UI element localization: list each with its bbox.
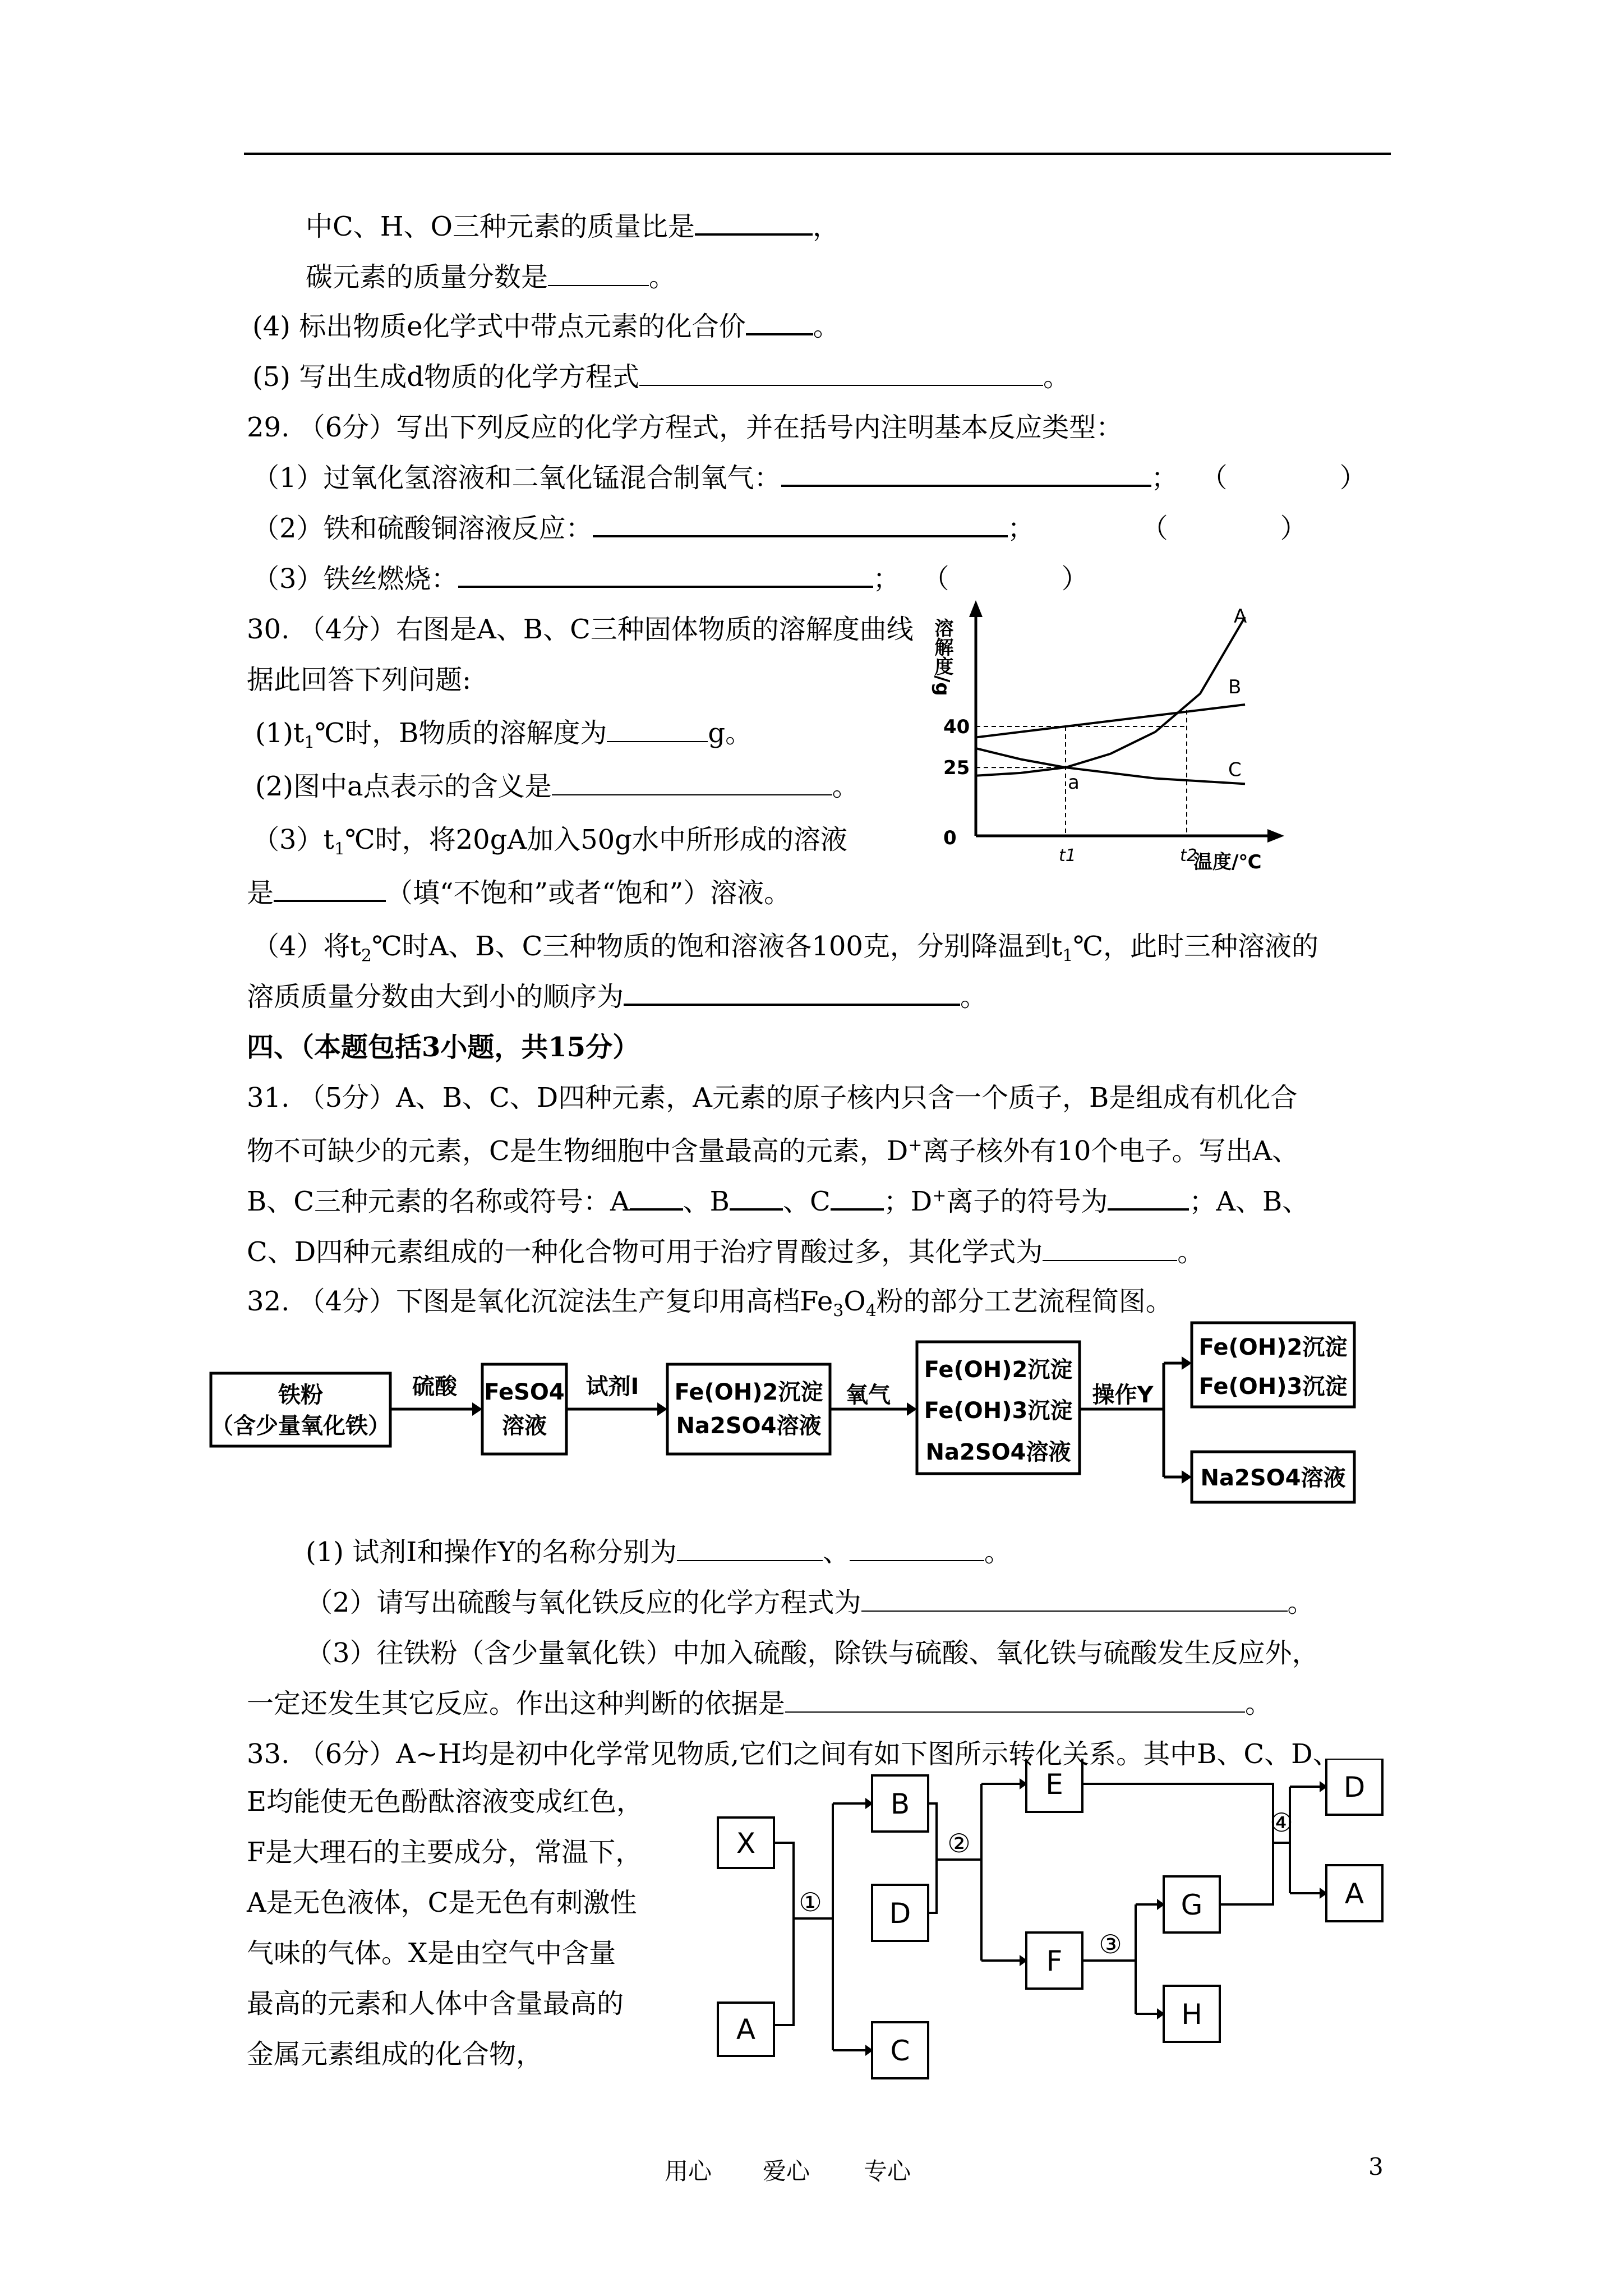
step3-label: ③ — [1099, 1929, 1122, 1959]
reaction-diagram — [707, 1759, 1413, 2106]
answer-blank[interactable] — [274, 875, 386, 902]
box2-line1: FeSO4 — [484, 1379, 565, 1405]
label-b: B — [890, 1788, 910, 1820]
text: 、C — [782, 1186, 831, 1217]
box2-line2: 溶液 — [502, 1413, 547, 1439]
process-flow-diagram — [208, 1318, 1374, 1520]
text: 、 — [822, 1536, 850, 1568]
paren-open: （ — [1141, 513, 1168, 544]
q28-carbon-line — [306, 259, 676, 295]
subscript: 3 — [833, 1301, 844, 1321]
series-C-label: C — [1228, 758, 1242, 781]
q33-description-line: 金属元素组成的化合物， — [247, 2039, 543, 2070]
label-h: H — [1181, 1998, 1202, 2031]
x-axis-label: 温度/℃ — [1193, 851, 1262, 873]
label-d-mid: D — [889, 1897, 911, 1930]
label-e: E — [1045, 1768, 1063, 1801]
punct: ； — [1007, 513, 1035, 544]
text: 。 — [832, 771, 859, 802]
subscript: 1 — [304, 733, 315, 753]
answer-blank[interactable] — [861, 1586, 1288, 1612]
q29-item2-text: （2）铁和硫酸铜溶液反应： — [252, 513, 593, 544]
q29-item1 — [252, 460, 1367, 496]
paren-open: （ — [922, 563, 949, 595]
box4-line3: Na2SO4溶液 — [925, 1439, 1071, 1465]
q28-mass-ratio-text: 中C、H、O三种元素的质量比是 — [306, 211, 695, 242]
box4-line1: Fe(OH)2沉淀 — [924, 1357, 1073, 1383]
punct: ， — [812, 211, 840, 242]
answer-blank[interactable] — [677, 1535, 823, 1561]
point-a-label: a — [1068, 771, 1080, 794]
text: O — [843, 1286, 866, 1317]
answer-blank[interactable] — [552, 770, 832, 795]
answer-blank[interactable] — [730, 1184, 783, 1211]
q28-mass-ratio-line — [306, 209, 840, 245]
text: C、D四种元素组成的一种化合物可用于治疗胃酸过多，其化学式为 — [247, 1236, 1043, 1268]
box-feoh2-precipitate — [667, 1364, 830, 1454]
q32-stem — [247, 1283, 1173, 1319]
text: 。 — [984, 1536, 1011, 1568]
q28-item5 — [252, 359, 1070, 395]
step4-label: ④ — [1270, 1807, 1293, 1838]
box5-line1: Fe(OH)2沉淀 — [1198, 1335, 1348, 1360]
q28-item5-text: (5) 写出生成d物质的化学方程式 — [252, 361, 639, 393]
text: ℃时A、B、C三种物质的饱和溶液各100克，分别降温到t — [371, 931, 1063, 962]
chart-series — [943, 605, 1247, 866]
q29-item2 — [252, 510, 1307, 546]
q28-item4 — [252, 309, 840, 344]
text: (2)图中a点表示的含义是 — [255, 771, 552, 802]
text: 。 — [960, 981, 988, 1013]
page-number: 3 — [1368, 2153, 1384, 2180]
box-feso4 — [482, 1364, 566, 1454]
text: ℃时，B物质的溶解度为 — [315, 717, 607, 749]
subscript: 1 — [334, 839, 345, 859]
footer-slogan-1: 用心 — [665, 2157, 712, 2185]
text: B、C三种元素的名称或符号：A — [247, 1186, 630, 1217]
y-tick-label: 40 — [943, 716, 970, 738]
box6-label: Na2SO4溶液 — [1200, 1465, 1346, 1491]
paren-close: ） — [1061, 563, 1089, 595]
box1-line1: 铁粉 — [278, 1382, 323, 1408]
q30-item2 — [255, 769, 859, 804]
x-tick-label: t2 — [1180, 846, 1197, 866]
text: 。 — [1177, 1236, 1205, 1268]
label-a-left: A — [736, 2013, 756, 2046]
arrow-right-icon — [907, 1402, 917, 1416]
q31-line3 — [247, 1184, 1309, 1220]
punct: 。 — [813, 311, 840, 342]
text: ；A、B、 — [1189, 1186, 1310, 1217]
text: ；D — [883, 1186, 933, 1217]
punct: 。 — [649, 261, 676, 293]
arrow3-label: 氧气 — [846, 1382, 891, 1408]
q33-description-line: 最高的元素和人体中含量最高的 — [247, 1988, 624, 2019]
answer-blank[interactable] — [1108, 1184, 1189, 1211]
text: 、B — [683, 1186, 730, 1217]
footer-slogan-3: 专心 — [864, 2157, 911, 2185]
q30-item1 — [255, 715, 752, 751]
footer-slogan-2: 爱心 — [763, 2157, 810, 2185]
header-rule — [244, 153, 1391, 155]
text: 离子核外有10个电子。写出A、 — [922, 1135, 1299, 1167]
punct: ； — [873, 563, 900, 595]
q33-description-line: F是大理石的主要成分，常温下， — [247, 1837, 643, 1868]
text: 溶质质量分数由大到小的顺序为 — [247, 981, 624, 1013]
step2-label: ② — [947, 1828, 971, 1858]
text: g。 — [708, 717, 753, 749]
answer-blank[interactable] — [695, 209, 813, 236]
arrow-right-icon — [657, 1402, 667, 1416]
text: 。 — [1287, 1587, 1315, 1618]
arrow-right-icon — [1182, 1356, 1192, 1370]
q30-item4-line2 — [247, 979, 987, 1015]
series-A-label: A — [1234, 605, 1247, 628]
paren-open: （ — [1200, 462, 1228, 494]
section4-heading: 四、（本题包括3小题，共15分） — [247, 1032, 640, 1063]
q30-item3 — [252, 822, 847, 858]
text: 是 — [247, 877, 274, 909]
q30-stem2: 据此回答下列问题: — [247, 664, 472, 696]
answer-blank[interactable] — [746, 309, 813, 335]
solubility-chart — [909, 595, 1301, 898]
answer-blank[interactable] — [458, 561, 873, 588]
text: 离子的符号为 — [946, 1186, 1108, 1217]
text: 32. （4分）下图是氧化沉淀法生产复印用高档Fe — [247, 1286, 833, 1317]
q30-item3-line2 — [247, 875, 791, 911]
answer-blank[interactable] — [850, 1535, 984, 1561]
box3-line1: Fe(OH)2沉淀 — [674, 1379, 823, 1405]
text: (1)t — [255, 717, 305, 749]
box1-line2: （含少量氧化铁） — [211, 1413, 390, 1439]
text: 粉的部分工艺流程简图。 — [876, 1286, 1173, 1317]
y-axis-label: 溶解度/g — [931, 618, 953, 696]
paren-close: ） — [1280, 513, 1307, 544]
box4-line2: Fe(OH)3沉淀 — [924, 1398, 1073, 1424]
subscript: 1 — [1062, 946, 1073, 966]
series-A-line — [976, 617, 1245, 776]
y-axis-arrow-icon — [969, 600, 983, 617]
x-tick-label: t1 — [1059, 846, 1076, 866]
text: （填“不饱和”或者“饱和”）溶液。 — [386, 877, 791, 909]
answer-blank[interactable] — [593, 510, 1008, 537]
x-axis-arrow-icon — [1267, 829, 1284, 843]
label-d-right: D — [1343, 1771, 1366, 1803]
label-x: X — [736, 1827, 756, 1860]
q32-item1 — [306, 1534, 1011, 1570]
superscript: + — [908, 1135, 923, 1155]
text: （2）请写出硫酸与氧化铁反应的化学方程式为 — [306, 1587, 861, 1618]
answer-blank[interactable] — [607, 716, 708, 742]
subscript: 2 — [361, 946, 372, 966]
box5-line2: Fe(OH)3沉淀 — [1198, 1374, 1348, 1400]
q29-stem: 29. （6分）写出下列反应的化学方程式，并在括号内注明基本反应类型： — [247, 412, 1123, 443]
answer-blank[interactable] — [831, 1184, 884, 1211]
text: （3）t — [252, 824, 334, 855]
q31-line4 — [247, 1234, 1204, 1270]
box3-line2: Na2SO4溶液 — [676, 1413, 822, 1439]
answer-blank[interactable] — [639, 360, 1043, 386]
q30-item4 — [252, 928, 1318, 964]
label-a-right: A — [1344, 1878, 1364, 1910]
origin-label: 0 — [943, 827, 957, 849]
text: （4）将t — [252, 931, 361, 962]
subscript: 4 — [865, 1301, 877, 1321]
answer-blank[interactable] — [630, 1184, 683, 1211]
q30-stem: 30. （4分）右图是A、B、C三种固体物质的溶解度曲线 — [247, 614, 914, 645]
arrow-right-icon — [472, 1402, 482, 1416]
answer-blank[interactable] — [624, 979, 960, 1006]
q28-item4-text: (4) 标出物质e化学式中带点元素的化合价 — [252, 311, 746, 342]
q33-stem: 33. （6分）A~H均是初中化学常见物质,它们之间有如下图所示转化关系。其中B、C、D、 — [247, 1738, 1340, 1770]
q33-description-line: A是无色液体，C是无色有刺激性 — [247, 1887, 637, 1918]
text: ℃时，将20gA加入50g水中所形成的溶液 — [344, 824, 847, 855]
answer-blank[interactable] — [781, 460, 1151, 487]
answer-blank[interactable] — [548, 260, 649, 286]
q32-item2 — [306, 1585, 1315, 1621]
superscript: + — [932, 1186, 947, 1205]
punct: 。 — [1043, 361, 1070, 393]
punct: ； — [1151, 462, 1178, 494]
q29-item3 — [252, 561, 1089, 597]
text: ℃，此时三种溶液的 — [1073, 931, 1319, 962]
arrow2-label: 试剂I — [585, 1374, 639, 1400]
q29-item1-text: （1）过氧化氢溶液和二氧化锰混合制氧气： — [252, 462, 781, 494]
step1-label: ① — [799, 1887, 822, 1917]
label-g: G — [1181, 1889, 1203, 1921]
q32-item3-line1: （3）往铁粉（含少量氧化铁）中加入硫酸，除铁与硫酸、氧化铁与硫酸发生反应外， — [306, 1637, 1319, 1669]
q28-carbon-text: 碳元素的质量分数是 — [306, 261, 548, 293]
label-f: F — [1046, 1945, 1063, 1977]
q33-description-line: 气味的气体。X是由空气中含量 — [247, 1938, 616, 1969]
paren-close: ） — [1339, 462, 1367, 494]
arrow1-label: 硫酸 — [412, 1374, 457, 1400]
answer-blank[interactable] — [785, 1687, 1245, 1713]
text: (1) 试剂I和操作Y的名称分别为 — [306, 1536, 677, 1568]
text: 一定还发生其它反应。作出这种判断的依据是 — [247, 1688, 786, 1719]
q33-description-line: E均能使无色酚酞溶液变成红色， — [247, 1786, 644, 1818]
arrow-right-icon — [1182, 1470, 1192, 1484]
q32-item3-line2 — [247, 1686, 1272, 1722]
q29-item3-text: （3）铁丝燃烧： — [252, 563, 458, 595]
text: 物不可缺少的元素，C是生物细胞中含量最高的元素，D — [247, 1135, 909, 1167]
text: 。 — [1245, 1688, 1272, 1719]
q31-line1: 31. （5分）A、B、C、D四种元素，A元素的原子核内只含一个质子，B是组成有机化合 — [247, 1082, 1298, 1114]
y-tick-label: 25 — [943, 757, 970, 780]
series-B-label: B — [1228, 676, 1242, 698]
q31-line2 — [247, 1133, 1299, 1169]
series-B-line — [976, 705, 1245, 738]
label-c: C — [890, 2035, 910, 2067]
answer-blank[interactable] — [1043, 1235, 1177, 1261]
arrow4-label: 操作Y — [1092, 1382, 1154, 1408]
